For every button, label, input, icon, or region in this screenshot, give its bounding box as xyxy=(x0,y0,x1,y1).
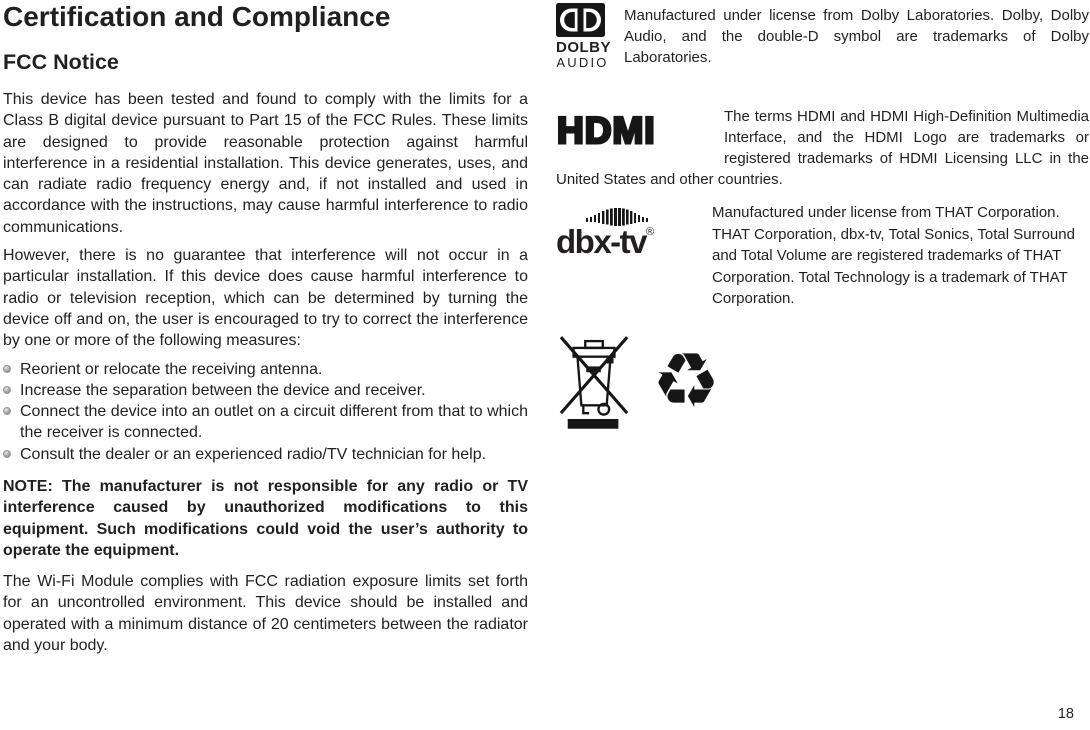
registered-trademark-symbol: ® xyxy=(646,226,655,239)
list-item-text: Reorient or relocate the receiving antenna. xyxy=(20,360,323,378)
recycle-icon: ♻ xyxy=(652,336,721,426)
dolby-logo-text: DOLBY xyxy=(556,39,611,56)
dolby-license-text: Manufactured under license from Dolby Laboratories. Dolby, Dolby Audio, and the double-D symbol are trademarks of Dolby Laboratories. xyxy=(624,7,1089,66)
weee-crossed-out-bin-icon xyxy=(558,334,632,429)
compliance-symbols xyxy=(556,334,1089,429)
bullet-icon xyxy=(3,365,11,373)
dolby-audio-logo xyxy=(556,3,609,70)
page-number: 18 xyxy=(1057,706,1074,722)
dbx-license-text: Manufactured under license from THAT Corporation. THAT Corporation, dbx-tv, Total Sonics, Total Surround and Total Volume are registered trademarks of THAT Corporation. Total Technology is a trademark of THAT Corporation. xyxy=(712,204,1075,308)
list-item xyxy=(3,380,528,401)
dbx-trademark-block xyxy=(556,202,1089,310)
svg-text:HDMI: HDMI xyxy=(557,110,656,151)
fcc-paragraph-2: However, there is no guarantee that interference will not occur in a particular installation. If this device does cause harmful interference to radio or television reception, which can be determined by turning the device off and on, the user is encouraged to try to correct the interference by one or more of the following measures: xyxy=(3,247,528,350)
bullet-icon xyxy=(3,407,11,415)
bullet-icon xyxy=(3,386,11,394)
dbx-tv-logo-text: dbx-tv® xyxy=(556,223,655,261)
fcc-paragraph-1: This device has been tested and found to comply with the limits for a Class B digital device pursuant to Part 15 of the FCC Rules. These limits are designed to provide reasonable protection against harmful interference in a residential installation. This device generates, uses, and can radiate radio frequency energy and, if not installed and used in accordance with the instructions, may cause harmful interference to radio communications. xyxy=(3,90,528,236)
page-title: Certification and Compliance xyxy=(3,1,391,32)
list-item xyxy=(3,444,528,465)
list-item-text: Increase the separation between the device and receiver. xyxy=(20,381,426,399)
wifi-exposure-paragraph: The Wi-Fi Module complies with FCC radiation exposure limits set forth for an uncontrolled environment. This device should be installed and operated with a minimum distance of 20 centimeters between the radiator and your body. xyxy=(3,573,528,655)
dolby-trademark-block xyxy=(556,3,1089,70)
interference-measures-list xyxy=(3,359,528,465)
hdmi-logo-icon xyxy=(556,110,714,150)
list-item-text: Consult the dealer or an experienced radio/TV technician for help. xyxy=(20,445,487,463)
hdmi-license-text: The terms HDMI and HDMI High-Definition Multimedia Interface, and the HDMI Logo are trademarks or registered trademarks of HDMI Licensing LLC in the United States and other countries. xyxy=(556,108,1089,189)
right-column xyxy=(556,3,1089,429)
dolby-double-d-icon xyxy=(556,3,605,37)
bullet-icon xyxy=(3,450,11,458)
list-item xyxy=(3,359,528,380)
fcc-note-paragraph: NOTE: The manufacturer is not responsible for any radio or TV interference caused by unauthorized modifications to this equipment. Such modifications could void the user’s authority to operate the equipment. xyxy=(3,478,528,559)
dolby-audio-logo-text: AUDIO xyxy=(556,54,609,70)
list-item xyxy=(3,401,528,444)
list-item-text: Connect the device into an outlet on a circuit different from that to which the receiver is connected. xyxy=(20,403,528,442)
dbx-tv-logo xyxy=(556,202,706,261)
fcc-notice-heading: FCC Notice xyxy=(3,50,119,75)
left-column xyxy=(3,2,528,663)
hdmi-trademark-block xyxy=(556,106,1089,190)
